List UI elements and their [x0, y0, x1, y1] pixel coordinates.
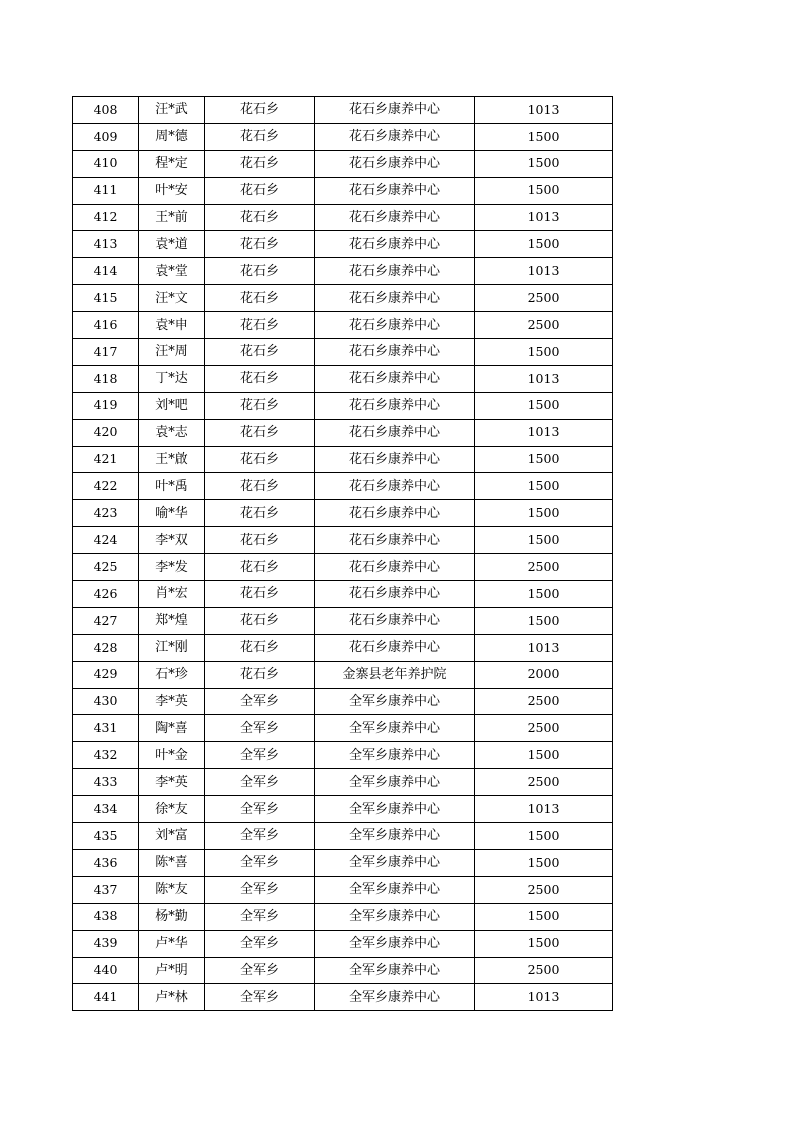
cell-name: 江*刚 [139, 634, 205, 661]
table-row [73, 339, 613, 366]
table-row [73, 849, 613, 876]
cell-name: 徐*友 [139, 796, 205, 823]
cell-serial-number: 417 [73, 339, 139, 366]
cell-amount: 1500 [475, 392, 613, 419]
cell-institution: 花石乡康养中心 [315, 500, 475, 527]
table-row [73, 554, 613, 581]
cell-township: 花石乡 [205, 231, 315, 258]
cell-name: 汪*文 [139, 285, 205, 312]
cell-serial-number: 412 [73, 204, 139, 231]
table-row [73, 984, 613, 1011]
table-row [73, 581, 613, 608]
cell-township: 全军乡 [205, 957, 315, 984]
table-row [73, 231, 613, 258]
cell-institution: 全军乡康养中心 [315, 715, 475, 742]
cell-serial-number: 414 [73, 258, 139, 285]
cell-serial-number: 416 [73, 312, 139, 339]
cell-name: 丁*达 [139, 365, 205, 392]
cell-name: 程*定 [139, 150, 205, 177]
cell-amount: 1500 [475, 473, 613, 500]
table-body [73, 97, 613, 1011]
cell-name: 叶*禹 [139, 473, 205, 500]
cell-township: 花石乡 [205, 312, 315, 339]
cell-institution: 金寨县老年养护院 [315, 661, 475, 688]
cell-serial-number: 413 [73, 231, 139, 258]
cell-serial-number: 422 [73, 473, 139, 500]
cell-name: 石*珍 [139, 661, 205, 688]
cell-township: 花石乡 [205, 339, 315, 366]
cell-name: 陈*喜 [139, 849, 205, 876]
cell-township: 全军乡 [205, 715, 315, 742]
table-row [73, 97, 613, 124]
cell-serial-number: 430 [73, 688, 139, 715]
table-row [73, 688, 613, 715]
cell-institution: 花石乡康养中心 [315, 150, 475, 177]
cell-serial-number: 437 [73, 876, 139, 903]
table-row [73, 123, 613, 150]
cell-amount: 1500 [475, 123, 613, 150]
cell-name: 卢*华 [139, 930, 205, 957]
cell-township: 花石乡 [205, 97, 315, 124]
cell-institution: 花石乡康养中心 [315, 123, 475, 150]
cell-serial-number: 421 [73, 446, 139, 473]
cell-township: 全军乡 [205, 903, 315, 930]
table-row [73, 903, 613, 930]
cell-township: 花石乡 [205, 123, 315, 150]
cell-serial-number: 420 [73, 419, 139, 446]
table-row [73, 285, 613, 312]
cell-institution: 花石乡康养中心 [315, 554, 475, 581]
cell-township: 花石乡 [205, 661, 315, 688]
cell-township: 花石乡 [205, 392, 315, 419]
cell-amount: 2000 [475, 661, 613, 688]
cell-serial-number: 441 [73, 984, 139, 1011]
cell-township: 花石乡 [205, 258, 315, 285]
cell-township: 花石乡 [205, 150, 315, 177]
table-row [73, 823, 613, 850]
cell-amount: 2500 [475, 312, 613, 339]
table-row [73, 204, 613, 231]
cell-township: 花石乡 [205, 446, 315, 473]
cell-institution: 全军乡康养中心 [315, 688, 475, 715]
cell-institution: 全军乡康养中心 [315, 876, 475, 903]
cell-serial-number: 434 [73, 796, 139, 823]
cell-institution: 花石乡康养中心 [315, 339, 475, 366]
cell-name: 卢*林 [139, 984, 205, 1011]
table-row [73, 177, 613, 204]
cell-township: 花石乡 [205, 634, 315, 661]
cell-name: 喻*华 [139, 500, 205, 527]
table-row [73, 742, 613, 769]
cell-amount: 1013 [475, 796, 613, 823]
cell-institution: 花石乡康养中心 [315, 365, 475, 392]
cell-amount: 2500 [475, 957, 613, 984]
cell-institution: 全军乡康养中心 [315, 984, 475, 1011]
cell-township: 花石乡 [205, 527, 315, 554]
table-row [73, 796, 613, 823]
cell-name: 刘*吧 [139, 392, 205, 419]
cell-serial-number: 411 [73, 177, 139, 204]
document-page [72, 96, 613, 1011]
table-row [73, 419, 613, 446]
cell-serial-number: 408 [73, 97, 139, 124]
table-row [73, 500, 613, 527]
cell-institution: 花石乡康养中心 [315, 473, 475, 500]
cell-institution: 花石乡康养中心 [315, 97, 475, 124]
table-row [73, 392, 613, 419]
cell-institution: 全军乡康养中心 [315, 849, 475, 876]
cell-institution: 全军乡康养中心 [315, 903, 475, 930]
cell-institution: 花石乡康养中心 [315, 204, 475, 231]
cell-serial-number: 418 [73, 365, 139, 392]
cell-amount: 1500 [475, 607, 613, 634]
cell-name: 刘*富 [139, 823, 205, 850]
cell-serial-number: 431 [73, 715, 139, 742]
cell-township: 全军乡 [205, 742, 315, 769]
cell-amount: 2500 [475, 876, 613, 903]
cell-amount: 1500 [475, 177, 613, 204]
cell-township: 花石乡 [205, 581, 315, 608]
cell-name: 王*啟 [139, 446, 205, 473]
cell-township: 花石乡 [205, 365, 315, 392]
table-row [73, 446, 613, 473]
table-row [73, 661, 613, 688]
cell-institution: 花石乡康养中心 [315, 258, 475, 285]
cell-township: 全军乡 [205, 849, 315, 876]
cell-name: 李*英 [139, 688, 205, 715]
table-row [73, 527, 613, 554]
cell-name: 肖*宏 [139, 581, 205, 608]
cell-serial-number: 438 [73, 903, 139, 930]
cell-township: 花石乡 [205, 473, 315, 500]
cell-serial-number: 409 [73, 123, 139, 150]
cell-serial-number: 425 [73, 554, 139, 581]
cell-name: 袁*志 [139, 419, 205, 446]
table-row [73, 957, 613, 984]
cell-amount: 1500 [475, 339, 613, 366]
cell-serial-number: 426 [73, 581, 139, 608]
cell-serial-number: 435 [73, 823, 139, 850]
cell-township: 花石乡 [205, 607, 315, 634]
cell-name: 叶*金 [139, 742, 205, 769]
cell-institution: 花石乡康养中心 [315, 392, 475, 419]
cell-amount: 1013 [475, 204, 613, 231]
cell-name: 袁*申 [139, 312, 205, 339]
cell-institution: 花石乡康养中心 [315, 312, 475, 339]
cell-township: 全军乡 [205, 984, 315, 1011]
cell-township: 花石乡 [205, 285, 315, 312]
cell-amount: 1500 [475, 823, 613, 850]
cell-amount: 1500 [475, 150, 613, 177]
cell-amount: 2500 [475, 769, 613, 796]
cell-township: 花石乡 [205, 204, 315, 231]
cell-amount: 1500 [475, 446, 613, 473]
table-row [73, 634, 613, 661]
cell-amount: 2500 [475, 715, 613, 742]
cell-name: 袁*道 [139, 231, 205, 258]
cell-township: 花石乡 [205, 177, 315, 204]
cell-serial-number: 439 [73, 930, 139, 957]
cell-amount: 1013 [475, 984, 613, 1011]
cell-township: 全军乡 [205, 823, 315, 850]
cell-amount: 1500 [475, 231, 613, 258]
cell-serial-number: 415 [73, 285, 139, 312]
cell-township: 全军乡 [205, 688, 315, 715]
table-row [73, 607, 613, 634]
cell-name: 陶*喜 [139, 715, 205, 742]
cell-institution: 花石乡康养中心 [315, 527, 475, 554]
cell-amount: 1500 [475, 742, 613, 769]
table-row [73, 876, 613, 903]
table-row [73, 769, 613, 796]
cell-serial-number: 419 [73, 392, 139, 419]
table-row [73, 715, 613, 742]
cell-amount: 1500 [475, 527, 613, 554]
cell-name: 李*英 [139, 769, 205, 796]
cell-institution: 花石乡康养中心 [315, 177, 475, 204]
cell-serial-number: 436 [73, 849, 139, 876]
cell-serial-number: 429 [73, 661, 139, 688]
cell-institution: 全军乡康养中心 [315, 957, 475, 984]
cell-township: 全军乡 [205, 769, 315, 796]
cell-amount: 1500 [475, 581, 613, 608]
cell-amount: 1500 [475, 930, 613, 957]
table-row [73, 930, 613, 957]
cell-institution: 花石乡康养中心 [315, 634, 475, 661]
cell-name: 袁*堂 [139, 258, 205, 285]
cell-serial-number: 433 [73, 769, 139, 796]
cell-institution: 花石乡康养中心 [315, 285, 475, 312]
cell-amount: 1013 [475, 419, 613, 446]
cell-amount: 1500 [475, 500, 613, 527]
cell-name: 周*德 [139, 123, 205, 150]
cell-amount: 1013 [475, 258, 613, 285]
table-row [73, 312, 613, 339]
cell-serial-number: 424 [73, 527, 139, 554]
cell-amount: 1500 [475, 849, 613, 876]
cell-serial-number: 428 [73, 634, 139, 661]
cell-institution: 花石乡康养中心 [315, 419, 475, 446]
cell-institution: 全军乡康养中心 [315, 823, 475, 850]
cell-amount: 1013 [475, 365, 613, 392]
cell-name: 陈*友 [139, 876, 205, 903]
cell-institution: 全军乡康养中心 [315, 742, 475, 769]
cell-serial-number: 410 [73, 150, 139, 177]
cell-township: 花石乡 [205, 419, 315, 446]
cell-name: 李*双 [139, 527, 205, 554]
cell-serial-number: 423 [73, 500, 139, 527]
cell-institution: 花石乡康养中心 [315, 231, 475, 258]
table-row [73, 258, 613, 285]
cell-institution: 花石乡康养中心 [315, 607, 475, 634]
cell-amount: 1500 [475, 903, 613, 930]
cell-serial-number: 440 [73, 957, 139, 984]
cell-name: 汪*周 [139, 339, 205, 366]
cell-name: 汪*武 [139, 97, 205, 124]
cell-amount: 2500 [475, 688, 613, 715]
cell-institution: 全军乡康养中心 [315, 769, 475, 796]
cell-amount: 1013 [475, 634, 613, 661]
cell-township: 全军乡 [205, 930, 315, 957]
cell-name: 杨*勤 [139, 903, 205, 930]
cell-township: 花石乡 [205, 500, 315, 527]
cell-amount: 2500 [475, 554, 613, 581]
cell-township: 花石乡 [205, 554, 315, 581]
cell-name: 叶*安 [139, 177, 205, 204]
cell-township: 全军乡 [205, 796, 315, 823]
cell-name: 李*发 [139, 554, 205, 581]
cell-institution: 花石乡康养中心 [315, 581, 475, 608]
table-row [73, 150, 613, 177]
cell-serial-number: 432 [73, 742, 139, 769]
cell-amount: 1013 [475, 97, 613, 124]
table-row [73, 473, 613, 500]
subsidy-table [72, 96, 613, 1011]
table-row [73, 365, 613, 392]
cell-institution: 全军乡康养中心 [315, 796, 475, 823]
cell-serial-number: 427 [73, 607, 139, 634]
cell-amount: 2500 [475, 285, 613, 312]
cell-institution: 花石乡康养中心 [315, 446, 475, 473]
cell-institution: 全军乡康养中心 [315, 930, 475, 957]
cell-name: 郑*煌 [139, 607, 205, 634]
cell-name: 王*前 [139, 204, 205, 231]
cell-name: 卢*明 [139, 957, 205, 984]
cell-township: 全军乡 [205, 876, 315, 903]
